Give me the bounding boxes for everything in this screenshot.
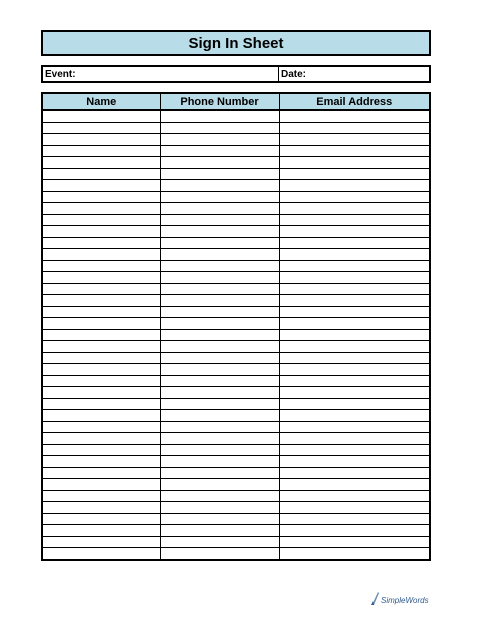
table-row	[42, 490, 430, 502]
phone-cell[interactable]	[160, 525, 279, 537]
table-row	[42, 283, 430, 295]
name-cell[interactable]	[42, 226, 160, 238]
name-cell[interactable]	[42, 214, 160, 226]
phone-cell[interactable]	[160, 237, 279, 249]
email-cell[interactable]	[279, 134, 430, 146]
table-row	[42, 272, 430, 284]
phone-cell[interactable]	[160, 490, 279, 502]
email-cell[interactable]	[279, 536, 430, 548]
table-row	[42, 398, 430, 410]
email-cell[interactable]	[279, 203, 430, 215]
name-cell[interactable]	[42, 525, 160, 537]
phone-cell[interactable]	[160, 479, 279, 491]
name-cell[interactable]	[42, 456, 160, 468]
phone-cell[interactable]	[160, 548, 279, 560]
table-row	[42, 513, 430, 525]
table-row	[42, 548, 430, 560]
pen-nib-icon	[370, 590, 380, 606]
table-row	[42, 352, 430, 364]
phone-cell[interactable]	[160, 433, 279, 445]
name-cell[interactable]	[42, 168, 160, 180]
table-row	[42, 329, 430, 341]
phone-cell[interactable]	[160, 191, 279, 203]
table-row	[42, 364, 430, 376]
email-cell[interactable]	[279, 548, 430, 560]
phone-cell[interactable]	[160, 295, 279, 307]
table-row	[42, 444, 430, 456]
table-row	[42, 237, 430, 249]
name-cell[interactable]	[42, 352, 160, 364]
table-body	[42, 110, 430, 560]
date-label: Date:	[281, 68, 307, 80]
name-cell[interactable]	[42, 283, 160, 295]
email-cell[interactable]	[279, 364, 430, 376]
event-date-row	[41, 65, 431, 83]
email-cell[interactable]	[279, 490, 430, 502]
name-cell[interactable]	[42, 272, 160, 284]
name-cell[interactable]	[42, 237, 160, 249]
email-cell[interactable]	[279, 329, 430, 341]
email-cell[interactable]	[279, 352, 430, 364]
table-row	[42, 249, 430, 261]
name-cell[interactable]	[42, 502, 160, 514]
email-cell[interactable]	[279, 444, 430, 456]
table-row	[42, 134, 430, 146]
phone-cell[interactable]	[160, 145, 279, 157]
phone-cell[interactable]	[160, 203, 279, 215]
table-row	[42, 306, 430, 318]
email-cell[interactable]	[279, 387, 430, 399]
name-cell[interactable]	[42, 398, 160, 410]
email-cell[interactable]	[279, 318, 430, 330]
table-row	[42, 226, 430, 238]
phone-cell[interactable]	[160, 260, 279, 272]
phone-cell[interactable]	[160, 398, 279, 410]
email-cell[interactable]	[279, 525, 430, 537]
table-row	[42, 180, 430, 192]
table-row	[42, 318, 430, 330]
email-cell[interactable]	[279, 375, 430, 387]
name-cell[interactable]	[42, 134, 160, 146]
phone-cell[interactable]	[160, 249, 279, 261]
name-cell[interactable]	[42, 110, 160, 122]
phone-cell[interactable]	[160, 157, 279, 169]
table-row	[42, 479, 430, 491]
table-row	[42, 410, 430, 422]
phone-cell[interactable]	[160, 456, 279, 468]
phone-cell[interactable]	[160, 375, 279, 387]
phone-cell[interactable]	[160, 122, 279, 134]
email-cell[interactable]	[279, 157, 430, 169]
table-row	[42, 110, 430, 122]
column-header-phone: Phone Number	[160, 93, 279, 110]
event-label: Event:	[45, 68, 76, 80]
phone-cell[interactable]	[160, 272, 279, 284]
phone-cell[interactable]	[160, 318, 279, 330]
column-header-name: Name	[42, 93, 160, 110]
name-cell[interactable]	[42, 260, 160, 272]
email-cell[interactable]	[279, 180, 430, 192]
email-cell[interactable]	[279, 214, 430, 226]
name-cell[interactable]	[42, 467, 160, 479]
phone-cell[interactable]	[160, 410, 279, 422]
phone-cell[interactable]	[160, 513, 279, 525]
email-cell[interactable]	[279, 191, 430, 203]
email-cell[interactable]	[279, 122, 430, 134]
table-row	[42, 387, 430, 399]
table-row	[42, 168, 430, 180]
sheet-title-text: Sign In Sheet	[188, 34, 284, 52]
name-cell[interactable]	[42, 387, 160, 399]
table-row	[42, 433, 430, 445]
email-cell[interactable]	[279, 260, 430, 272]
email-cell[interactable]	[279, 341, 430, 353]
name-cell[interactable]	[42, 479, 160, 491]
table-row	[42, 122, 430, 134]
email-cell[interactable]	[279, 433, 430, 445]
email-cell[interactable]	[279, 226, 430, 238]
table-row	[42, 456, 430, 468]
phone-cell[interactable]	[160, 364, 279, 376]
table-row	[42, 295, 430, 307]
sheet-title	[41, 30, 431, 56]
name-cell[interactable]	[42, 421, 160, 433]
column-header-email: Email Address	[279, 93, 430, 110]
name-cell[interactable]	[42, 433, 160, 445]
email-cell[interactable]	[279, 421, 430, 433]
name-cell[interactable]	[42, 329, 160, 341]
phone-cell[interactable]	[160, 502, 279, 514]
name-cell[interactable]	[42, 306, 160, 318]
name-cell[interactable]	[42, 249, 160, 261]
name-cell[interactable]	[42, 191, 160, 203]
name-cell[interactable]	[42, 295, 160, 307]
name-cell[interactable]	[42, 157, 160, 169]
email-cell[interactable]	[279, 479, 430, 491]
phone-cell[interactable]	[160, 387, 279, 399]
phone-cell[interactable]	[160, 352, 279, 364]
name-cell[interactable]	[42, 145, 160, 157]
table-row	[42, 502, 430, 514]
phone-cell[interactable]	[160, 444, 279, 456]
name-cell[interactable]	[42, 203, 160, 215]
table-row	[42, 157, 430, 169]
name-cell[interactable]	[42, 536, 160, 548]
table-header-row	[42, 93, 430, 110]
email-cell[interactable]	[279, 295, 430, 307]
phone-cell[interactable]	[160, 467, 279, 479]
email-cell[interactable]	[279, 237, 430, 249]
phone-cell[interactable]	[160, 421, 279, 433]
email-cell[interactable]	[279, 168, 430, 180]
name-cell[interactable]	[42, 490, 160, 502]
name-cell[interactable]	[42, 513, 160, 525]
table-row	[42, 421, 430, 433]
phone-cell[interactable]	[160, 283, 279, 295]
sign-in-table	[41, 92, 431, 561]
email-cell[interactable]	[279, 283, 430, 295]
table-row	[42, 203, 430, 215]
email-cell[interactable]	[279, 456, 430, 468]
email-cell[interactable]	[279, 272, 430, 284]
table-row	[42, 191, 430, 203]
phone-cell[interactable]	[160, 536, 279, 548]
phone-cell[interactable]	[160, 329, 279, 341]
name-cell[interactable]	[42, 341, 160, 353]
logo-text: SimpleWords	[381, 596, 429, 605]
name-cell[interactable]	[42, 364, 160, 376]
email-cell[interactable]	[279, 110, 430, 122]
phone-cell[interactable]	[160, 110, 279, 122]
name-cell[interactable]	[42, 318, 160, 330]
name-cell[interactable]	[42, 375, 160, 387]
table-row	[42, 467, 430, 479]
name-cell[interactable]	[42, 180, 160, 192]
email-cell[interactable]	[279, 410, 430, 422]
table-row	[42, 214, 430, 226]
email-cell[interactable]	[279, 502, 430, 514]
phone-cell[interactable]	[160, 214, 279, 226]
table-row	[42, 145, 430, 157]
simplewords-logo	[370, 586, 430, 606]
email-cell[interactable]	[279, 306, 430, 318]
email-cell[interactable]	[279, 145, 430, 157]
phone-cell[interactable]	[160, 341, 279, 353]
table-row	[42, 260, 430, 272]
phone-cell[interactable]	[160, 226, 279, 238]
email-cell[interactable]	[279, 249, 430, 261]
email-cell[interactable]	[279, 398, 430, 410]
phone-cell[interactable]	[160, 306, 279, 318]
table-row	[42, 525, 430, 537]
email-cell[interactable]	[279, 513, 430, 525]
date-field[interactable]	[279, 67, 429, 81]
table-row	[42, 375, 430, 387]
table-row	[42, 536, 430, 548]
phone-cell[interactable]	[160, 134, 279, 146]
name-cell[interactable]	[42, 122, 160, 134]
phone-cell[interactable]	[160, 180, 279, 192]
event-field[interactable]	[43, 67, 279, 81]
name-cell[interactable]	[42, 444, 160, 456]
email-cell[interactable]	[279, 467, 430, 479]
table-row	[42, 341, 430, 353]
phone-cell[interactable]	[160, 168, 279, 180]
name-cell[interactable]	[42, 410, 160, 422]
name-cell[interactable]	[42, 548, 160, 560]
